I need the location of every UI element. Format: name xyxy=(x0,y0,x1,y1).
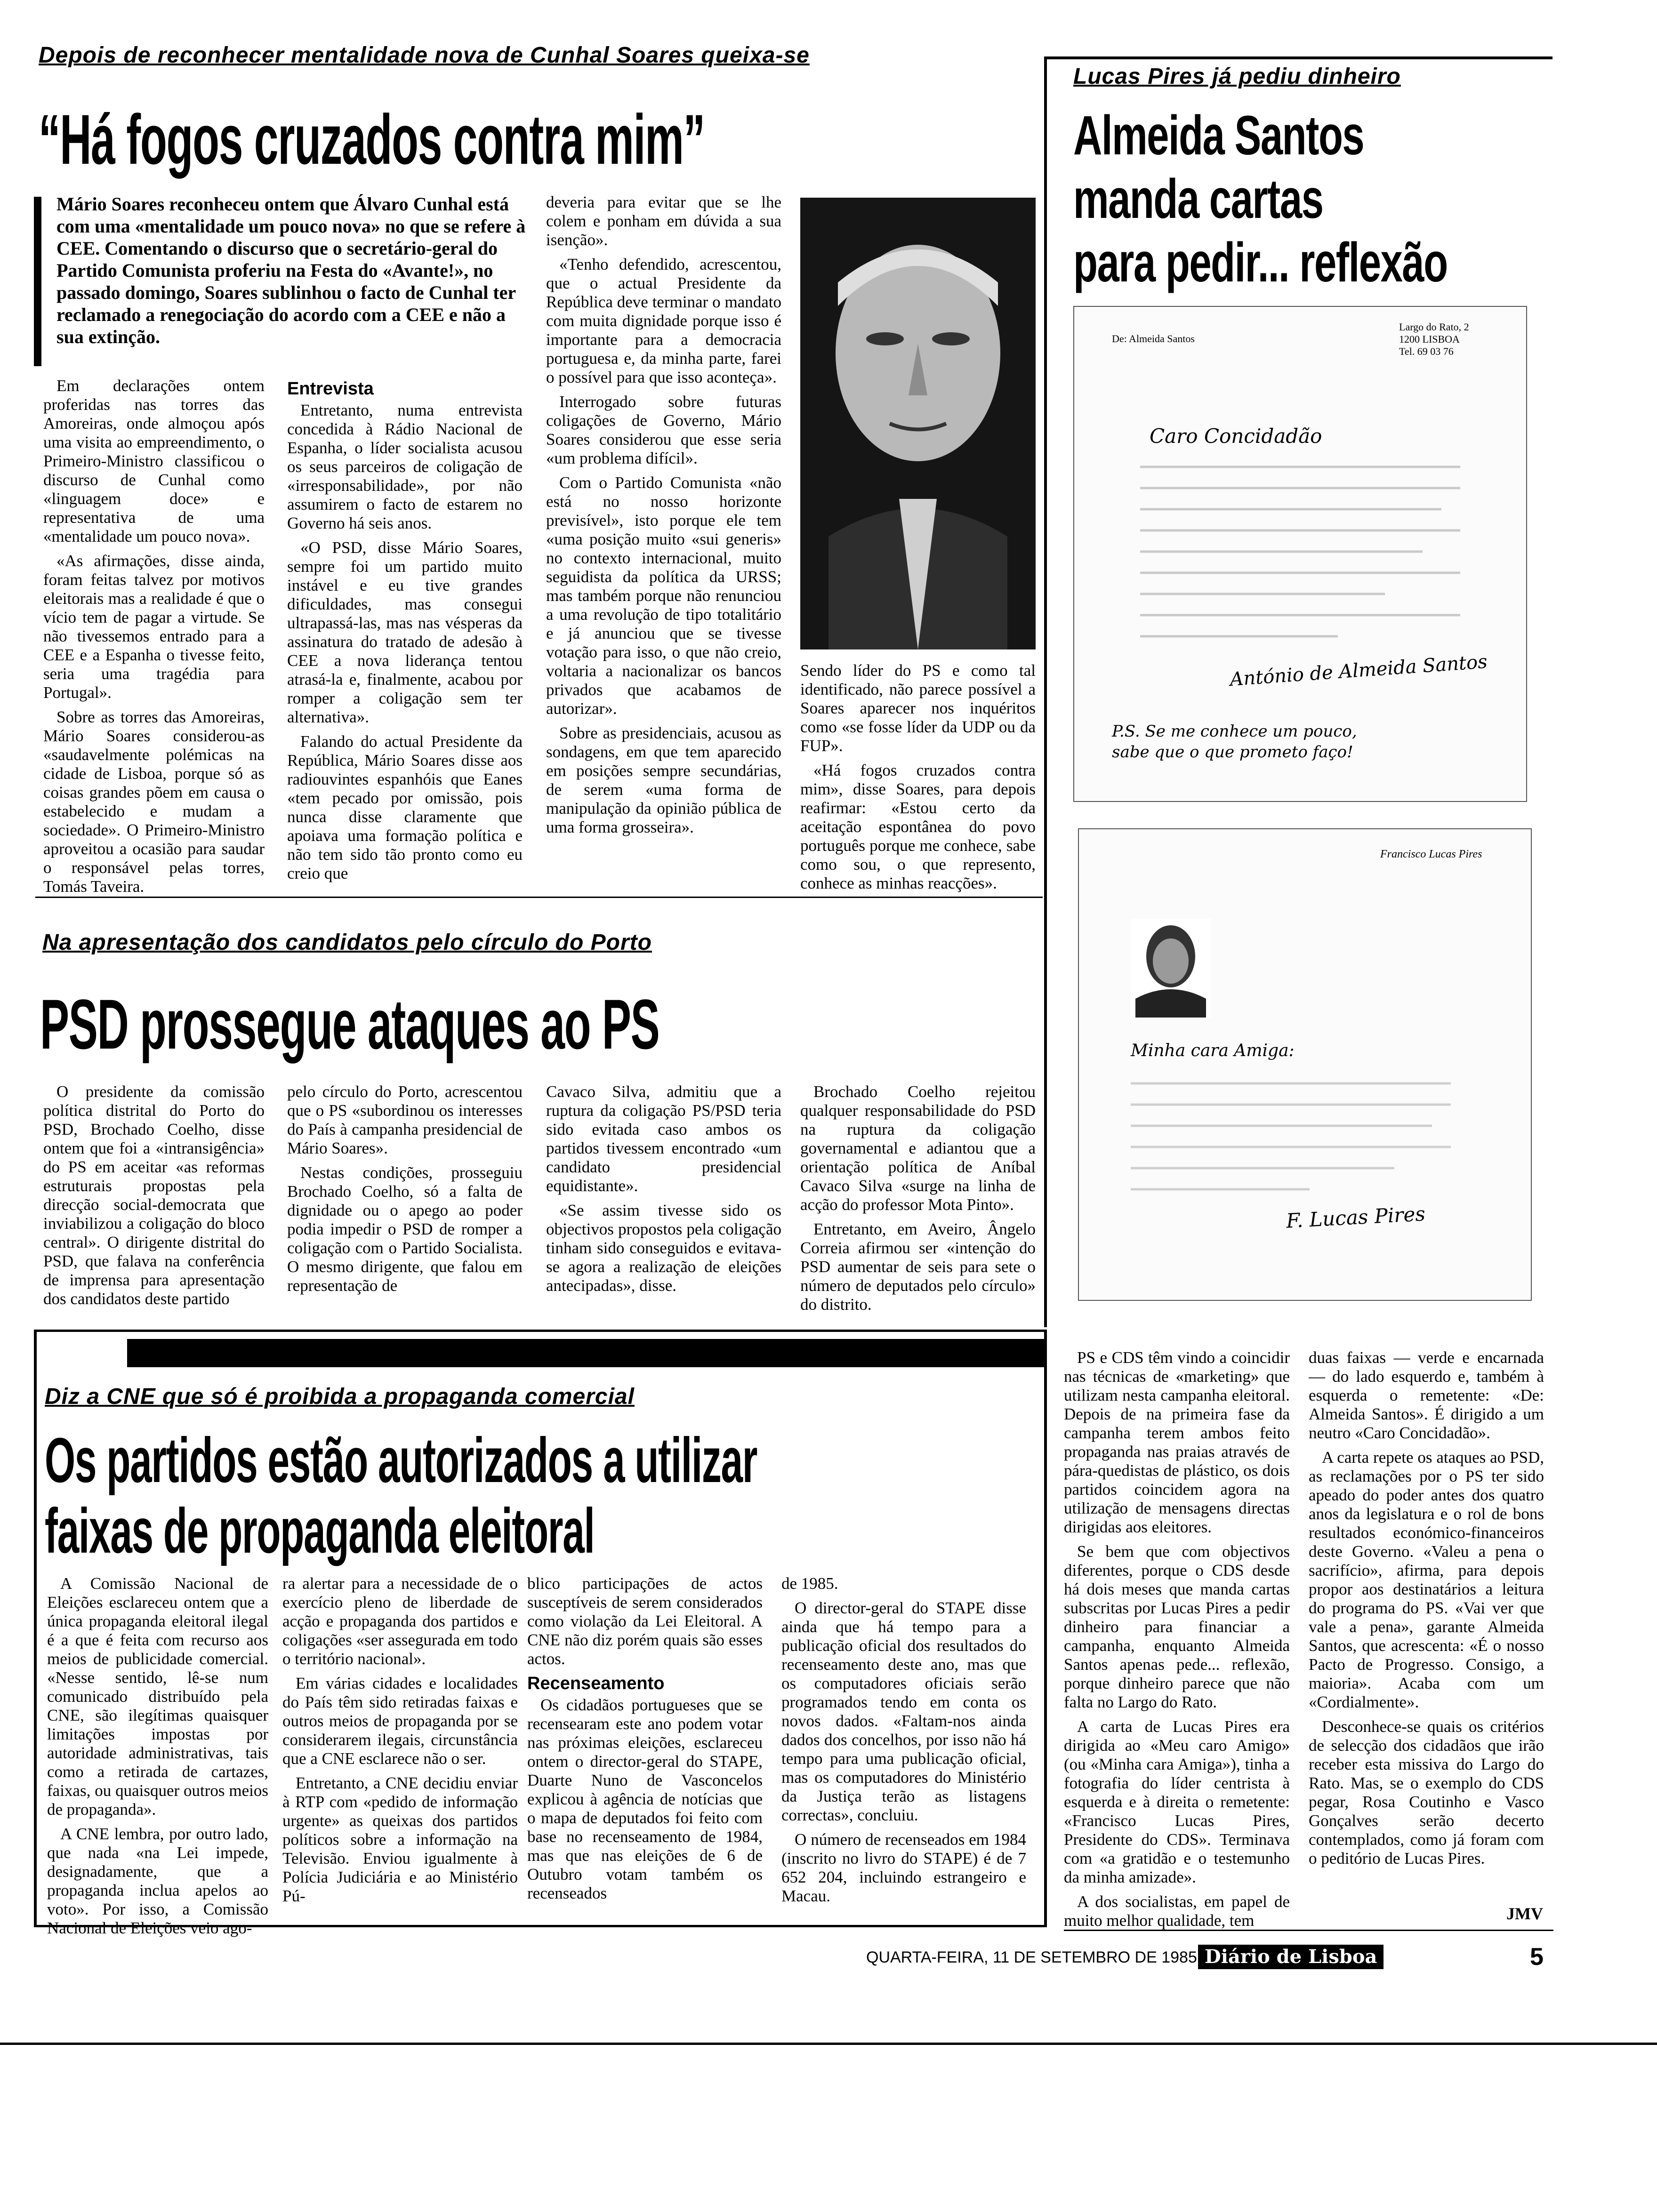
article1-col4: Sendo líder do PS e como tal identificado, não parece possível a Soares aparecer nos inquéritos como «se fosse líder da UDP ou da FUP». «Há fogos cruzados contra mim», disse Soares, para depois reafirmar: «Estou certo da aceitação espontânea do povo português porque me conhece, sabe como sou, o que represento, conhece as minhas reacções». xyxy=(800,661,1036,892)
article1-col3: deveria para evitar que se lhe colem e ponham em dúvida a sua isenção». «Tenho defendido, acrescentou, que o actual Presidente da República deve terminar o mandato com muita dignidade porque isso é importante para a democracia portuguesa e, da minha parte, farei o possível para que isso aconteça». Interrogado sobre futuras coligações de Governo, Mário Soares considerou que esse seria «um problema difícil». Com o Partido Comunista «não está no nosso horizonte previsível», isto porque ele tem «uma posição muito «sui generis» no contexto internacional, muito seguidista da política da URSS; mas também porque não renunciou a uma revolução de tipo totalitário e já anunciou que se tivesse votação para isso, o que não creio, voltaria a nacionalizar os bancos privados que acabamos de autorizar». Sobre as presidenciais, acusou as sondagens, em que tem aparecido em posições sempre secundárias, de serem «uma forma de manipulação da opinião pública de uma forma grosseira». xyxy=(546,193,781,836)
article2-headline-line1: Almeida Santos xyxy=(1073,104,1364,167)
article3-col2: pelo círculo do Porto, acrescentou que o PS «subordinou os interesses do País à campanha presidencial de Mário Soares». Nestas condições, prosseguiu Brochado Coelho, só a falta de dignidade ou o apego ao poder podia impedir o PSD de romper a coligação com o Partido Socialista. O mesmo dirigente, que falou em representação de xyxy=(287,1082,523,1295)
subhead-recenseamento: Recenseamento xyxy=(527,1674,665,1693)
article1-headline: “Há fogos cruzados contra mim” xyxy=(39,100,705,179)
letter2-greeting: Minha cara Amiga: xyxy=(1131,1041,1295,1060)
letter1-signature: António de Almeida Santos xyxy=(1229,650,1488,691)
article4-headline-line1: Os partidos estão autorizados a utilizar xyxy=(45,1425,757,1496)
article4-top-rule xyxy=(34,1330,1047,1332)
author-signature: JMV xyxy=(1506,1904,1543,1923)
article3-kicker: Na apresentação dos candidatos pelo círculo do Porto xyxy=(42,930,652,955)
article4-black-band xyxy=(127,1339,1045,1367)
article4-headline-line2: faixas de propaganda eleitoral xyxy=(45,1495,595,1566)
article3-col4: Brochado Coelho rejeitou qualquer responsabilidade do PSD na ruptura da coligação governamental e adiantou que a orientação política de Aníbal Cavaco Silva «surge na linha de acção do professor Mota Pinto». Entretanto, em Aveiro, Ângelo Correia afirmou ser «intenção do PSD aumentar de seis para sete o número de deputados pelo círculo» do distrito. xyxy=(800,1082,1036,1314)
article4-box-right-rule xyxy=(1044,1330,1047,1927)
letter2-from: Francisco Lucas Pires xyxy=(1380,848,1482,860)
article4-kicker: Diz a CNE que só é proibida a propaganda comercial xyxy=(45,1384,635,1409)
subhead-entrevista: Entrevista xyxy=(287,379,374,399)
article4-col3: blico participações de actos susceptíveis de serem considerados como violação da Lei Eleitoral. A CNE não diz porém quais são esses actos. Recenseamento Os cidadãos portugueses que se recensearam este ano podem votar nas próximas eleições, esclareceu ontem o director-geral do STAPE, Duarte Nuno de Vasconcelos explicou à agência de notícias que o mapa de deputados foi feito com base no recenseamento de 1984, mas que nas eleições de 6 de Outubro votam também os recenseados xyxy=(527,1574,763,1902)
article1-lead: Mário Soares reconheceu ontem que Álvaro Cunhal está com uma «mentalidade um pouco nova» no que se refere à CEE. Comentando o discurso que o secretário-geral do Partido Comunista proferiu na Festa do «Avante!», no passado domingo, Soares sublinhou o facto de Cunhal ter reclamado a renegociação do acordo com a CEE e não a sua extinção. xyxy=(56,193,526,347)
article3-col1: O presidente da comissão política distrital do Porto do PSD, Brochado Coelho, disse ontem que foi a «intransigência» do PS em aceitar «as reformas estruturais propostas pela direcção social-democrata que inviabilizou a coligação do bloco central». O dirigente distrital do PSD, que falava na conferência de imprensa para apresentação dos candidatos deste partido xyxy=(43,1082,265,1308)
article4-col2: ra alertar para a necessidade de o exercício pleno de liberdade de acção e propaganda dos partidos e coligações «ser assegurada em todo o território nacional». Em várias cidades e localidades do País têm sido retiradas faixas e outros meios de propaganda por se considerarem ilegais, circunstância que a CNE esclarece não o ser. Entretanto, a CNE decidiu enviar à RTP com «pedido de informação urgente» as queixas dos partidos políticos sobre a informação na Televisão. Enviou igualmente à Polícia Judiciária e ao Ministério Pú- xyxy=(282,1574,518,1905)
article4-col5: PS e CDS têm vindo a coincidir nas técnicas de «marketing» que utilizam nesta campanha eleitoral. Depois de na primeira fase da campanha terem ambos feito propaganda nas praias através de pára-quedistas de plástico, os dois partidos coincidem agora na utilização de mensagens directas dirigidas aos eleitores. Se bem que com objectivos diferentes, porque o CDS desde há dois meses que manda cartas subscritas por Lucas Pires a pedir dinheiro para financiar a campanha, enquanto Almeida Santos apenas pede... reflexão, porque dinheiro parece que não falta no Largo do Rato. A carta de Lucas Pires era dirigida ao «Meu caro Amigo» (ou «Minha cara Amiga»), tinha a fotografia do líder centrista à esquerda e à direita o remetente: «Francisco Lucas Pires, Presidente do CDS». Terminava com «a gratidão e o testemunho da minha amizade». A dos socialistas, em papel de muito melhor qualidade, tem xyxy=(1064,1348,1290,1930)
almeida-santos-letter xyxy=(1073,306,1527,802)
article3-col3: Cavaco Silva, admitiu que a ruptura da coligação PS/PSD teria sido evitada caso ambos os partidos tivessem encontrado «um candidato presidencial equidistante». «Se assim tivesse sido os objectivos propostos pela coligação tinham sido conseguidos e evitava-se agora a realização de eleições antecipadas», disse. xyxy=(546,1082,781,1295)
article3-headline: PSD prossegue ataques ao PS xyxy=(40,985,660,1064)
article3-top-rule xyxy=(35,897,1043,898)
box-left-rule xyxy=(1044,56,1047,1327)
article2-kicker: Lucas Pires já pediu dinheiro xyxy=(1073,64,1401,89)
article4-col4: de 1985. O director-geral do STAPE disse ainda que há tempo para a publicação oficial dos resultados do recenseamento deste ano, mas que os computadores oficiais serão programados tendo em conta os novos dados. «Faltam-nos ainda dados dos concelhos, por isso não há tempo para uma publicação oficial, mas os computadores do Ministério da Justiça terão as listagens correctas», concluiu. O número de recenseados em 1984 (inscrito no livro do STAPE) é de 7 652 204, incluindo estrangeiro e Macau. xyxy=(781,1574,1026,1905)
article2-headline-line2: manda cartas xyxy=(1073,168,1323,230)
letter1-faint-text xyxy=(1140,462,1470,641)
bottom-page-rule xyxy=(0,2043,1657,2045)
letter1-greeting: Caro Concidadão xyxy=(1150,425,1322,448)
letter1-address: Largo do Rato, 2 1200 LISBOA Tel. 69 03 76 xyxy=(1399,321,1469,357)
article1-kicker: Depois de reconhecer mentalidade nova de Cunhal Soares queixa-se xyxy=(39,43,810,68)
article1-col1: Em declarações ontem proferidas nas torres das Amoreiras, onde almoçou após uma visita ao empreendimento, o Primeiro-Ministro classificou o discurso de Cunhal como «linguagem doce» e representativa de uma «mentalidade um pouco nova». «As afirmações, disse ainda, foram feitas talvez por motivos eleitorais mas a realidade é que o vício tem de pagar a virtude. Se não tivessemos entrado para a CEE e a Espanha o tivesse feito, seria uma tragédia para Portugal». Sobre as torres das Amoreiras, Mário Soares considerou-as «saudavelmente polémicas na cidade de Lisboa, porque só as coisas grandes põem em causa o estabelecido e mudam a sociedade». O Primeiro-Ministro aproveitou a ocasião para saudar o responsável pelas torres, Tomás Taveira. xyxy=(43,377,265,896)
lucas-pires-photo xyxy=(1131,919,1211,1018)
lead-bar xyxy=(34,197,41,366)
article4-col1: A Comissão Nacional de Eleições esclareceu ontem que a única propaganda eleitoral ilegal é a que é feita com recurso aos meios de publicidade comercial. «Nesse sentido, lê-se num comunicado distribuído pela CNE, são ilegítimas quaisquer limitações impostas por autoridade administrativas, tais como a retirada de cartazes, faixas, ou quaisquer outros meios de propaganda». A CNE lembra, por outro lado, que nada «na Lei impede, designadamente, que a propaganda inclua apelos ao voto». Por isso, a Comissão Nacional de Eleições veio ago- xyxy=(47,1574,268,1937)
box-top-rule xyxy=(1044,56,1552,59)
lucas-pires-letter xyxy=(1078,828,1532,1301)
letter1-from: De: Almeida Santos xyxy=(1112,333,1195,345)
footer-masthead: Diário de Lisboa xyxy=(1198,1945,1384,1969)
article4-col6: duas faixas — verde e encarnada — do lado esquerdo e, também à esquerda o remetente: «De: Almeida Santos». É dirigido a um neutro «Caro Concidadão». A carta repete os ataques ao PSD, as reclamações por o PS ter sido apeado do poder antes dos quatro anos da legislatura e o rol de bons resultados económico-financeiros deste Governo. «Valeu a pena o sacrifício», afirma, para depois propor aos destinatários a leitura do programa do PS. «Vai ver que vale a pena», garante Almeida Santos, que acrescenta: «É o nosso Pacto de Progresso. Consigo, a maioria». Acaba com um «Cordialmente». Desconhece-se quais os critérios de selecção dos cidadãos que irão receber esta missiva do Largo do Rato. Mas, se o exemplo do CDS pegar, Rosa Coutinho e Vasco Gonçalves serão decerto contemplados, como já foram com o peditório de Lucas Pires. xyxy=(1309,1348,1544,1867)
letter2-signature: F. Lucas Pires xyxy=(1285,1202,1426,1233)
mario-soares-photo xyxy=(800,198,1036,649)
letter2-faint-text xyxy=(1131,1079,1460,1192)
article2-headline-line3: para pedir... reflexão xyxy=(1073,232,1448,294)
footer-date: QUARTA-FEIRA, 11 DE SETEMBRO DE 1985 xyxy=(866,1948,1197,1966)
footer-rule xyxy=(1064,1930,1553,1931)
page-number: 5 xyxy=(1530,1943,1544,1971)
article1-col2: Entrevista Entretanto, numa entrevista concedida à Rádio Nacional de Espanha, o líder socialista acusou os seus parceiros de coligação de «irresponsabilidade», por não assumirem o facto de estarem no Governo há seis anos. «O PSD, disse Mário Soares, sempre foi um partido muito instável e eu tive grandes dificuldades, mas consegui ultrapassá-las, mas nas vésperas da assinatura do tratado de adesão à CEE a nova liderança tentou atrasá-la e, finalmente, acabou por romper a coligação sem ter alternativa». Falando do actual Presidente da República, Mário Soares disse aos radiouvintes espanhóis que Eanes «tem pecado por omissão, pois nunca disse claramente que apoiava uma formação política e não tem sido tão pronto como eu creio que xyxy=(287,379,523,882)
letter1-postscript: P.S. Se me conhece um pouco, sabe que o que prometo faço! xyxy=(1112,722,1357,761)
article4-left-rule xyxy=(34,1330,37,1927)
